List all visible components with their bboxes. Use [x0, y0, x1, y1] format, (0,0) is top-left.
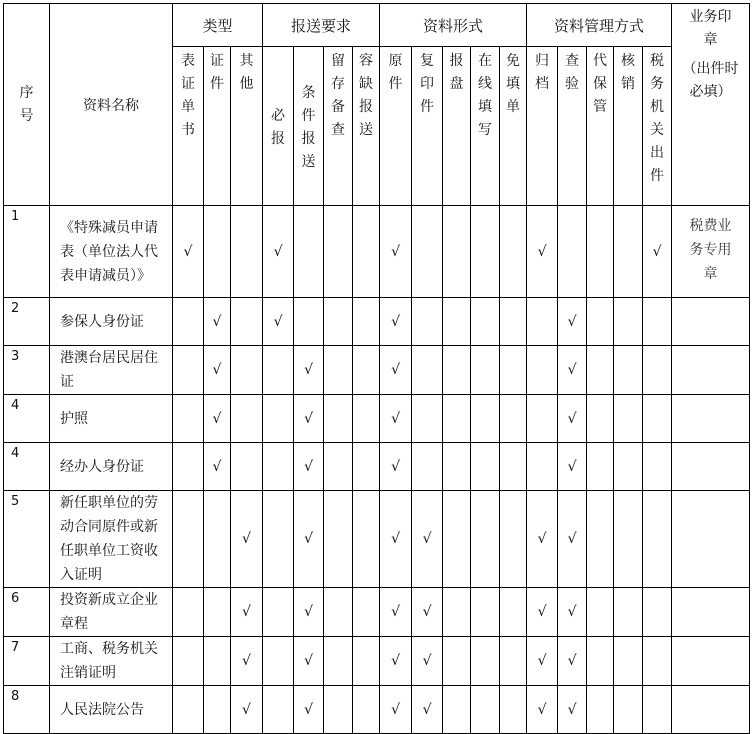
cell-inspect [558, 346, 587, 395]
cell-tax-issue [643, 637, 672, 686]
header-name: 资料名称 [50, 4, 173, 206]
cell-required [263, 637, 294, 686]
cell-online [471, 686, 500, 734]
cell-conditional [294, 491, 324, 588]
cell-custody [587, 346, 614, 395]
cell-inspect [558, 298, 587, 346]
check-mark-icon: √ [212, 362, 222, 378]
cell-form-cert [173, 206, 204, 298]
cell-online [471, 298, 500, 346]
cell-conditional [294, 686, 324, 734]
cell-custody [587, 206, 614, 298]
cell-tax-issue [643, 395, 672, 443]
cell-form-cert [173, 443, 204, 491]
table-row [4, 346, 750, 395]
check-mark-icon: √ [567, 458, 577, 475]
cell-archive [527, 491, 558, 588]
cell-original [380, 206, 412, 298]
cell-form-cert [173, 491, 204, 588]
row-seal-text: 税费业务专用章 [689, 218, 732, 282]
row-seq: 3 [4, 346, 50, 395]
check-mark-icon: √ [567, 410, 577, 427]
row-material-name: 投资新成立企业章程 [50, 588, 173, 637]
check-mark-icon: √ [273, 243, 283, 260]
cell-tolerate-missing [353, 298, 380, 346]
cell-online [471, 491, 500, 588]
check-mark-icon: √ [304, 410, 313, 427]
cell-license [204, 206, 231, 298]
table-body [4, 206, 750, 734]
cell-no-form [500, 298, 527, 346]
check-mark-icon: √ [242, 701, 251, 718]
row-material-name: 新任职单位的劳动合同原件或新任职单位工资收入证明 [50, 491, 173, 588]
header-no-form: 免填单 [500, 47, 527, 206]
header-group-submit: 报送要求 [263, 4, 380, 47]
check-mark-icon: √ [242, 531, 251, 547]
cell-original [380, 491, 412, 588]
check-mark-icon: √ [183, 243, 193, 260]
cell-license [204, 686, 231, 734]
cell-form-cert [173, 686, 204, 734]
cell-copy [412, 443, 443, 491]
check-mark-icon: √ [537, 653, 547, 669]
cell-other [231, 395, 263, 443]
cell-required [263, 206, 294, 298]
row-seal [672, 298, 750, 346]
cell-no-form [500, 346, 527, 395]
row-seal [672, 491, 750, 588]
check-mark-icon: √ [391, 410, 400, 427]
check-mark-icon: √ [422, 701, 432, 718]
cell-conditional [294, 443, 324, 491]
cell-custody [587, 298, 614, 346]
header-group-form: 资料形式 [380, 4, 527, 47]
cell-archive [527, 346, 558, 395]
row-seal [672, 443, 750, 491]
row-material-name: 港澳台居民居住证 [50, 346, 173, 395]
header-tax-issue: 税务机关出件 [643, 47, 672, 206]
header-seal-note: （出件时必填） [682, 61, 739, 100]
row-seal [672, 686, 750, 734]
cell-disk [443, 298, 471, 346]
cell-cancel [614, 298, 643, 346]
cell-original [380, 686, 412, 734]
check-mark-icon: √ [212, 410, 222, 427]
cell-conditional [294, 298, 324, 346]
check-mark-icon: √ [422, 653, 432, 669]
cell-cancel [614, 491, 643, 588]
cell-archive [527, 686, 558, 734]
cell-keep-check [324, 346, 353, 395]
cell-copy [412, 346, 443, 395]
cell-keep-check [324, 298, 353, 346]
row-seal [672, 206, 750, 298]
check-mark-icon: √ [537, 531, 547, 547]
cell-online [471, 395, 500, 443]
cell-custody [587, 686, 614, 734]
check-mark-icon: √ [567, 701, 577, 718]
cell-disk [443, 686, 471, 734]
row-seal [672, 588, 750, 637]
header-copy: 复印件 [412, 47, 443, 206]
cell-disk [443, 395, 471, 443]
cell-custody [587, 637, 614, 686]
cell-other [231, 298, 263, 346]
header-online: 在线填写 [471, 47, 500, 206]
cell-disk [443, 491, 471, 588]
cell-no-form [500, 637, 527, 686]
header-other: 其他 [231, 47, 263, 206]
cell-tolerate-missing [353, 637, 380, 686]
cell-tolerate-missing [353, 686, 380, 734]
check-mark-icon: √ [391, 362, 400, 378]
cell-copy [412, 491, 443, 588]
cell-copy [412, 206, 443, 298]
header-seal-title: 业务印章 [689, 9, 732, 48]
cell-license [204, 298, 231, 346]
check-mark-icon: √ [567, 531, 577, 547]
cell-required [263, 346, 294, 395]
cell-copy [412, 686, 443, 734]
cell-license [204, 395, 231, 443]
cell-conditional [294, 588, 324, 637]
check-mark-icon: √ [422, 531, 432, 547]
cell-tolerate-missing [353, 206, 380, 298]
check-mark-icon: √ [391, 313, 400, 330]
cell-cancel [614, 443, 643, 491]
table-row [4, 395, 750, 443]
check-mark-icon: √ [391, 243, 400, 260]
row-material-name: 经办人身份证 [50, 443, 173, 491]
cell-inspect [558, 491, 587, 588]
cell-required [263, 298, 294, 346]
cell-keep-check [324, 206, 353, 298]
check-mark-icon: √ [567, 653, 577, 669]
check-mark-icon: √ [304, 701, 313, 718]
cell-tolerate-missing [353, 588, 380, 637]
check-mark-icon: √ [422, 604, 432, 620]
cell-original [380, 637, 412, 686]
table-row [4, 206, 750, 298]
check-mark-icon: √ [537, 604, 547, 620]
cell-custody [587, 443, 614, 491]
check-mark-icon: √ [537, 243, 547, 260]
cell-custody [587, 588, 614, 637]
cell-online [471, 588, 500, 637]
cell-no-form [500, 395, 527, 443]
header-inspect: 查验 [558, 47, 587, 206]
check-mark-icon: √ [273, 313, 283, 330]
cell-cancel [614, 686, 643, 734]
cell-custody [587, 395, 614, 443]
header-keep-check: 留存备查 [324, 47, 353, 206]
cell-conditional [294, 346, 324, 395]
check-mark-icon: √ [652, 243, 662, 260]
row-seq: 4 [4, 443, 50, 491]
header-group-type: 类型 [173, 4, 263, 47]
cell-copy [412, 637, 443, 686]
cell-original [380, 298, 412, 346]
row-material-name: 《特殊减员申请表（单位法人代表申请减员）》 [50, 206, 173, 298]
cell-original [380, 588, 412, 637]
cell-cancel [614, 637, 643, 686]
cell-other [231, 206, 263, 298]
cell-keep-check [324, 686, 353, 734]
row-seq: 6 [4, 588, 50, 637]
cell-keep-check [324, 588, 353, 637]
cell-disk [443, 443, 471, 491]
cell-form-cert [173, 637, 204, 686]
table-row [4, 491, 750, 588]
cell-tax-issue [643, 346, 672, 395]
row-seal [672, 637, 750, 686]
header-cancel: 核销 [614, 47, 643, 206]
cell-archive [527, 298, 558, 346]
cell-inspect [558, 637, 587, 686]
cell-other [231, 491, 263, 588]
cell-required [263, 443, 294, 491]
cell-keep-check [324, 491, 353, 588]
cell-disk [443, 206, 471, 298]
cell-no-form [500, 206, 527, 298]
row-material-name: 参保人身份证 [50, 298, 173, 346]
check-mark-icon: √ [212, 313, 222, 330]
check-mark-icon: √ [304, 653, 313, 669]
cell-form-cert [173, 588, 204, 637]
cell-copy [412, 298, 443, 346]
check-mark-icon: √ [242, 604, 251, 620]
cell-keep-check [324, 395, 353, 443]
cell-keep-check [324, 637, 353, 686]
cell-form-cert [173, 346, 204, 395]
cell-conditional [294, 395, 324, 443]
header-seq: 序号 [4, 4, 50, 206]
check-mark-icon: √ [304, 604, 313, 620]
cell-conditional [294, 206, 324, 298]
check-mark-icon: √ [391, 458, 400, 475]
row-seq: 7 [4, 637, 50, 686]
cell-archive [527, 206, 558, 298]
cell-no-form [500, 491, 527, 588]
cell-conditional [294, 637, 324, 686]
check-mark-icon: √ [567, 362, 577, 378]
header-tolerate-missing: 容缺报送 [353, 47, 380, 206]
row-seq: 8 [4, 686, 50, 734]
cell-other [231, 686, 263, 734]
row-material-name: 人民法院公告 [50, 686, 173, 734]
cell-cancel [614, 588, 643, 637]
cell-archive [527, 637, 558, 686]
cell-no-form [500, 686, 527, 734]
cell-original [380, 443, 412, 491]
table-row [4, 588, 750, 637]
cell-inspect [558, 206, 587, 298]
cell-form-cert [173, 395, 204, 443]
row-material-name: 护照 [50, 395, 173, 443]
check-mark-icon: √ [537, 701, 547, 718]
row-seq: 5 [4, 491, 50, 588]
cell-tolerate-missing [353, 491, 380, 588]
cell-license [204, 491, 231, 588]
cell-required [263, 491, 294, 588]
cell-tolerate-missing [353, 395, 380, 443]
check-mark-icon: √ [304, 531, 313, 547]
table-row [4, 443, 750, 491]
header-license: 证件 [204, 47, 231, 206]
cell-required [263, 588, 294, 637]
cell-disk [443, 346, 471, 395]
check-mark-icon: √ [212, 458, 222, 475]
check-mark-icon: √ [567, 604, 577, 620]
cell-inspect [558, 588, 587, 637]
cell-tax-issue [643, 443, 672, 491]
row-seal [672, 395, 750, 443]
check-mark-icon: √ [391, 604, 400, 620]
table-row [4, 686, 750, 734]
cell-license [204, 637, 231, 686]
check-mark-icon: √ [391, 531, 400, 547]
row-seq: 1 [4, 206, 50, 298]
cell-tax-issue [643, 298, 672, 346]
header-conditional: 条件报送 [294, 47, 324, 206]
cell-online [471, 637, 500, 686]
header-group-manage: 资料管理方式 [527, 4, 672, 47]
cell-tax-issue [643, 206, 672, 298]
cell-other [231, 443, 263, 491]
materials-table [3, 3, 750, 734]
check-mark-icon: √ [567, 313, 577, 330]
cell-tax-issue [643, 686, 672, 734]
cell-tax-issue [643, 491, 672, 588]
cell-disk [443, 588, 471, 637]
cell-no-form [500, 588, 527, 637]
table-row [4, 298, 750, 346]
cell-archive [527, 443, 558, 491]
cell-original [380, 346, 412, 395]
cell-no-form [500, 443, 527, 491]
header-required: 必报 [263, 47, 294, 206]
cell-inspect [558, 686, 587, 734]
cell-online [471, 206, 500, 298]
cell-tax-issue [643, 588, 672, 637]
cell-cancel [614, 206, 643, 298]
check-mark-icon: √ [304, 362, 313, 378]
cell-cancel [614, 395, 643, 443]
cell-inspect [558, 443, 587, 491]
check-mark-icon: √ [242, 653, 251, 669]
header-seal [672, 4, 750, 206]
cell-other [231, 346, 263, 395]
cell-form-cert [173, 298, 204, 346]
cell-online [471, 443, 500, 491]
cell-cancel [614, 346, 643, 395]
cell-archive [527, 588, 558, 637]
cell-required [263, 395, 294, 443]
row-seq: 4 [4, 395, 50, 443]
cell-inspect [558, 395, 587, 443]
header-disk: 报盘 [443, 47, 471, 206]
cell-tolerate-missing [353, 346, 380, 395]
cell-other [231, 588, 263, 637]
cell-other [231, 637, 263, 686]
check-mark-icon: √ [304, 458, 313, 475]
cell-keep-check [324, 443, 353, 491]
cell-custody [587, 491, 614, 588]
row-seal [672, 346, 750, 395]
row-material-name: 工商、税务机关注销证明 [50, 637, 173, 686]
cell-copy [412, 588, 443, 637]
cell-original [380, 395, 412, 443]
cell-license [204, 443, 231, 491]
header-archive: 归档 [527, 47, 558, 206]
cell-online [471, 346, 500, 395]
check-mark-icon: √ [391, 653, 400, 669]
row-seq: 2 [4, 298, 50, 346]
table-row [4, 637, 750, 686]
cell-required [263, 686, 294, 734]
cell-disk [443, 637, 471, 686]
header-original: 原件 [380, 47, 412, 206]
cell-license [204, 346, 231, 395]
header-form-cert: 表证单书 [173, 47, 204, 206]
cell-tolerate-missing [353, 443, 380, 491]
cell-copy [412, 395, 443, 443]
cell-license [204, 588, 231, 637]
check-mark-icon: √ [391, 701, 400, 718]
header-custody: 代保管 [587, 47, 614, 206]
cell-archive [527, 395, 558, 443]
